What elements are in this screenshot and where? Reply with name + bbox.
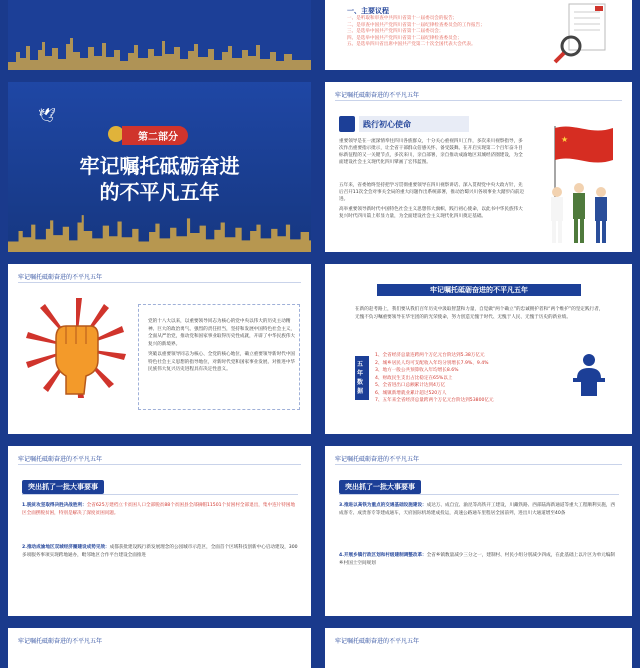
agenda-item: 五、是选举四川省出席中国共产党第二十次全国代表大会代表。 bbox=[347, 42, 476, 47]
stat-item: 6、城镇新增就业累计超过520万人 bbox=[375, 390, 447, 396]
slide-thumbnail-big-events-2[interactable] bbox=[325, 446, 632, 616]
event-1-text: 全省625万建档立卡贫困人口全部脱贫88个贫困县全部摘帽11501个贫困村全部退出，集中连片特困地区全面摆脱贫困，特别是解决了深度贫困问题。 bbox=[22, 503, 296, 516]
mission-bullet bbox=[339, 182, 525, 220]
event-3-text: 成达万、成自宜、渝昆等高铁开工建设，川藏铁路、西部陆海新通道等重大工程顺利实施，西成客专、成贵客专等建成通车，天府国际机场建成投运，高速公路通车里程居全国前列，进出川大通道增至40条 bbox=[339, 503, 615, 516]
header-divider bbox=[335, 464, 622, 465]
stat-item: 5、全省进出口总额累计达到4万亿 bbox=[375, 383, 446, 388]
banner-text: 牢记嘱托砥砺奋进的不平凡五年 bbox=[430, 286, 528, 294]
event-4-title: 4.开展乡镇行政区划和村级建制调整改革： bbox=[339, 553, 427, 558]
header-divider bbox=[18, 464, 301, 465]
event-2-text: 成都获批建设践行新发展理念的公园城市示范区，全面首个区域科技创新中心启动建设，300多项服务事项实现跨地通办，毗邻地区合作平台建设全面推进 bbox=[22, 545, 298, 558]
agenda-item: 三、是选举中国共产党四川省第十二届委员会； bbox=[347, 29, 444, 34]
speaker-podium-icon bbox=[569, 352, 609, 396]
mission-paragraph: 重要领导是在一流深情奉往四川各族群众，十分关心重视四川工作，多次来川视察指导，多次作出重要指示批示，让全省干部群众倍感关怀、备受鼓舞。在开启实现第二个百年奋斗目标新征程的又一关键节点，多次来川，亲自部署，亲自推动成渝地区双城经济圈建设，为全面建设社会主义现代化四川擘画了宏伟蓝图。 bbox=[339, 139, 523, 165]
fist-bullet-text: 突破以重要领导同志为核心、全党的核心地位，确立重要领导新时代中国特色社会主义思想的指导地位，对新时代党和国家事业发展、对推进中华民族伟大复兴历史进程具有决定性意义。 bbox=[148, 352, 296, 372]
event-4 bbox=[339, 552, 619, 568]
pill-underline bbox=[339, 494, 619, 495]
section-title-line1: 牢记嘱托砥砺奋进 bbox=[79, 154, 240, 178]
subtitle: 践行初心使命 bbox=[363, 120, 411, 129]
header-divider bbox=[335, 100, 622, 101]
slide-header: 牢记嘱托砥砺奋进的不平凡五年 bbox=[335, 456, 420, 463]
slide-thumbnail-9[interactable] bbox=[325, 628, 632, 668]
agenda-list bbox=[347, 16, 485, 49]
slide-thumbnail-1[interactable] bbox=[8, 0, 311, 70]
city-skyline-image bbox=[8, 32, 311, 70]
slide-header: 牢记嘱托砥砺奋进的不平凡五年 bbox=[18, 274, 103, 281]
slide-header: 牢记嘱托砥砺奋进的不平凡五年 bbox=[18, 638, 103, 645]
event-4-text: 全省乡镇数量减少三分之一，建制村、村民小组分别减少四成，在此基础上以片区为单元编制乡村国土空间规划 bbox=[339, 553, 615, 566]
agenda-item: 一、是听取和审查中共四川省第十一届委员会的报告； bbox=[347, 16, 458, 21]
slide-thumbnail-big-events-1[interactable] bbox=[8, 446, 311, 616]
fist-bullets bbox=[148, 318, 296, 374]
raised-fist-image bbox=[26, 298, 126, 398]
side-label-text: 五年数据 bbox=[357, 361, 364, 395]
stat-item: 1、全省经济总量连跨两个万亿元台阶达到5.38万亿元 bbox=[375, 353, 485, 358]
stats-list bbox=[375, 352, 494, 405]
slide-thumbnail-mission[interactable] bbox=[325, 82, 632, 252]
city-skyline-image bbox=[8, 212, 311, 252]
section-pill: 突出抓了一批大事要事 bbox=[339, 480, 421, 494]
slide-thumbnail-8[interactable] bbox=[8, 628, 311, 668]
flag-and-guards-image bbox=[535, 122, 627, 247]
stat-item: 2、城乡居民人均可支配收入年均分别增长7.9%、9.4% bbox=[375, 360, 489, 366]
event-1-title: 1.脱贫攻坚取得决胜决战胜利： bbox=[22, 503, 87, 508]
slide-header: 牢记嘱托砥砺奋进的不平凡五年 bbox=[335, 638, 420, 645]
section-pill: 突出抓了一批大事要事 bbox=[22, 480, 104, 494]
slide-thumbnail-section-cover[interactable] bbox=[8, 82, 311, 252]
dove-icon: 🕊 bbox=[38, 108, 56, 124]
slide-header: 牢记嘱托砥砺奋进的不平凡五年 bbox=[335, 92, 420, 99]
stat-item: 4、财政民生支出占比稳定在65%以上 bbox=[375, 375, 453, 381]
slide-thumbnail-agenda[interactable] bbox=[325, 0, 632, 70]
svg-text:★: ★ bbox=[561, 135, 569, 144]
document-magnifier-icon bbox=[551, 2, 611, 66]
stat-item: 7、五年来全省经济总量跨两个万亿元台阶达到53800亿元 bbox=[375, 398, 494, 403]
header-divider bbox=[18, 282, 301, 283]
slide-thumbnail-fist[interactable] bbox=[8, 264, 311, 434]
slide-header: 牢记嘱托砥砺奋进的不平凡五年 bbox=[18, 456, 103, 463]
agenda-heading: 一、主要议程 bbox=[347, 7, 389, 15]
stat-item: 3、地方一般公共预算收入年均增长8.6% bbox=[375, 368, 459, 373]
event-2-title: 2.推动成渝地区双城经济圈建设成势见效： bbox=[22, 545, 110, 550]
section-title-line2: 的不平凡五年 bbox=[99, 180, 220, 204]
event-1 bbox=[22, 502, 298, 518]
fist-bullet-text: 党的十八大以来，以重要领导同志为核心的党中央以伟大的历史主动精神、巨大的政治勇气、强烈的责任担当，坚持和发展中国特色社会主义，全面从严治党，推动党和国家事业取得历史性成就，开辟了中华民族伟大复兴的新境界。 bbox=[148, 319, 296, 347]
agenda-item: 二、是审查中国共产党四川省第十一届纪律检查委员会的工作报告； bbox=[347, 22, 485, 28]
section-badge: 第二部分 bbox=[122, 126, 188, 145]
event-3-title: 3.推进以高铁为重点的交通基础设施建设： bbox=[339, 503, 427, 508]
event-3 bbox=[339, 502, 619, 518]
pill-underline bbox=[22, 494, 298, 495]
building-icon bbox=[339, 116, 355, 132]
agenda-item: 四、是选举中国共产党四川省第十二届纪律检查委员会； bbox=[347, 35, 462, 41]
mission-bullet-text: 五年来，省委始终坚持把学习贯彻重要领导在四川视察讲话、深入贯彻党中央大政方针，先后召开11次全会对事关全局的重大问题作出系统部署，推动治蜀兴川各项事业大踏步向前迈进。 bbox=[339, 183, 525, 202]
mission-bullet-text: 高举重要领导新时代中国特色社会主义思想伟大旗帜，践行初心使命，以此书中华民族伟大复兴时代四川篇上彰显力量，为全面建设社会主义现代化四川奠定基础。 bbox=[339, 207, 523, 219]
event-2 bbox=[22, 544, 298, 560]
intro-paragraph: 在新的赶考路上，我们要从我们百年历史中汲取智慧和力量，自觉做“两个确立”的忠诚拥护者和“两个维护”的坚定践行者，无愧不负习嘱重要领导在华宅团的的光荣使命，努力创造无愧于时代、无愧于人民、无愧于历史的新业绩。 bbox=[355, 307, 604, 320]
slide-thumbnail-five-year-data[interactable] bbox=[325, 264, 632, 434]
